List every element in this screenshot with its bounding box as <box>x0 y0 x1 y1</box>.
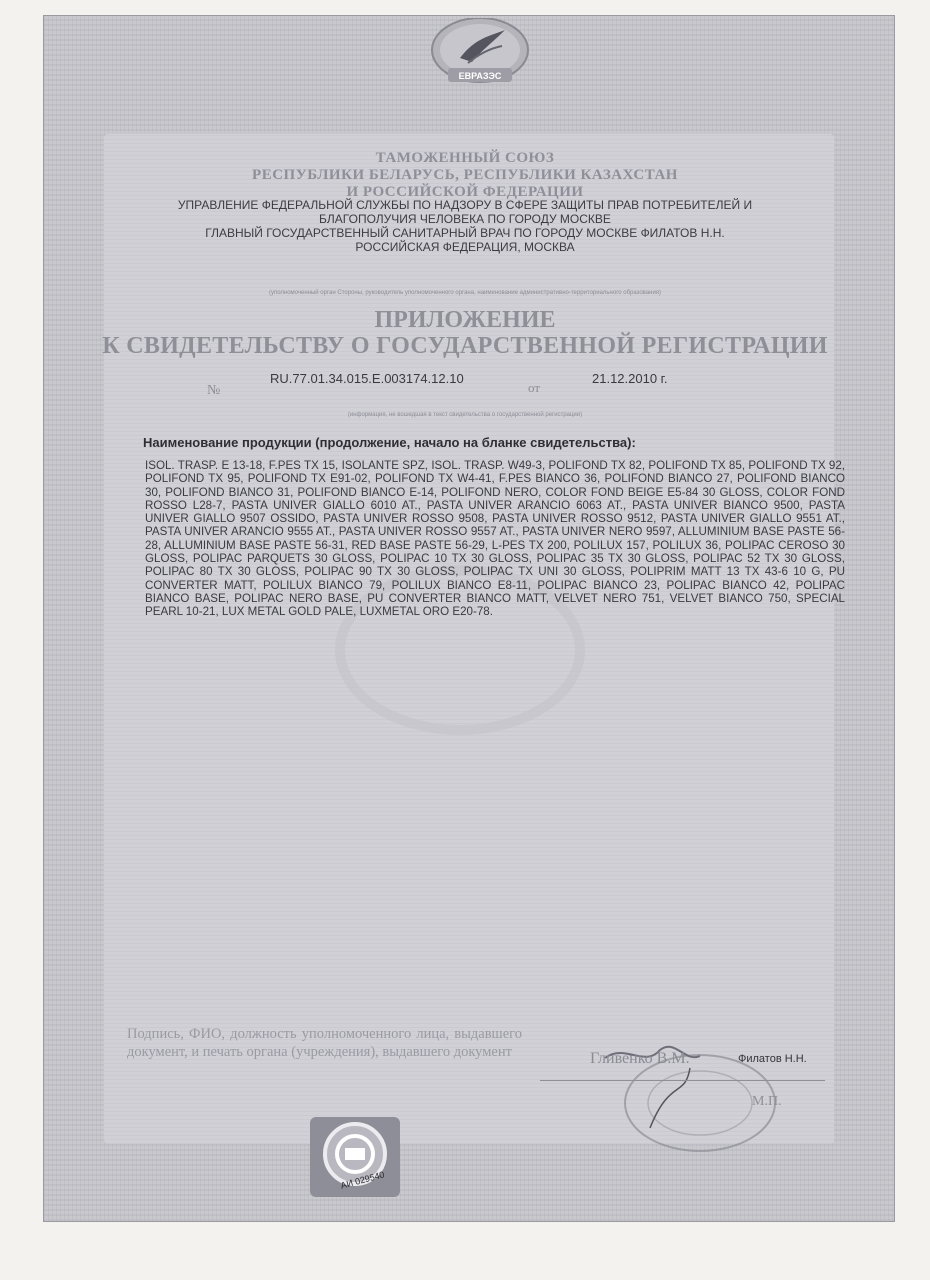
document-title: ПРИЛОЖЕНИЕ <box>374 307 556 333</box>
registration-number: RU.77.01.34.015.E.003174.12.10 <box>270 371 464 386</box>
number-label: № <box>207 383 221 398</box>
authority-line-2: БЛАГОПОЛУЧИЯ ЧЕЛОВЕКА ПО ГОРОДУ МОСКВЕ <box>319 212 611 226</box>
signature-line <box>540 1080 825 1081</box>
document-subtitle: К СВИДЕТЕЛЬСТВУ О ГОСУДАРСТВЕННОЙ РЕГИСТРАЦИИ <box>102 333 828 359</box>
seal-label: М.П. <box>752 1094 782 1109</box>
header-line-3: И РОССИЙСКОЙ ФЕДЕРАЦИИ <box>346 184 584 200</box>
hologram-serial: АИ 029540 <box>339 1169 386 1191</box>
signature-caption: Подпись, ФИО, должность уполномоченного лица, выдавшего документ, и печать органа (учреждения), выдавшего документ <box>127 1026 522 1060</box>
registration-date: 21.12.2010 г. <box>592 371 668 386</box>
signer-name: Филатов Н.Н. <box>738 1053 807 1065</box>
authority-line-1: УПРАВЛЕНИЕ ФЕДЕРАЛЬНОЙ СЛУЖБЫ ПО НАДЗОРУ В СФЕРЕ ЗАЩИТЫ ПРАВ ПОТРЕБИТЕЛЕЙ И <box>177 198 753 212</box>
product-name-label: Наименование продукции (продолжение, начало на бланке свидетельства): <box>143 435 636 450</box>
eurasec-emblem <box>420 18 540 88</box>
header-line-1: ТАМОЖЕННЫЙ СОЮЗ <box>375 150 555 166</box>
handwritten-signature: Гливенко В.М. <box>590 1050 690 1067</box>
date-label: от <box>528 380 541 395</box>
hologram-sticker <box>305 1112 405 1202</box>
registration-caption: (информация, не вошедшая в текст свидетельства о государственной регистрации) <box>347 412 583 418</box>
authority-caption: (уполномоченный орган Стороны, руководитель уполномоченного органа, наименование административно-территориального образования) <box>268 290 662 296</box>
emblem-label: ЕВРАЗЭС <box>458 71 502 81</box>
header-line-2: РЕСПУБЛИКИ БЕЛАРУСЬ, РЕСПУБЛИКИ КАЗАХСТАН <box>252 167 678 183</box>
authority-line-4: РОССИЙСКАЯ ФЕДЕРАЦИЯ, МОСКВА <box>355 240 575 254</box>
product-list: ISOL. TRASP. E 13-18, F.PES TX 15, ISOLANTE SPZ, ISOL. TRASP. W49-3, POLIFOND TX 82, POLIFOND TX 85, POLIFOND TX 92, POLIFOND TX 95, POLIFOND TX E91-02, POLIFOND TX W4-41, F.PES BIANCO 36, POLIFOND BIANCO 27, POLIFOND BIANCO 30, POLIFOND BIANCO 31, POLIFOND BIANCO E-14, POLIFOND NERO, COLOR FOND BEIGE E5-84 30 GLOSS, COLOR FOND ROSSO L28-7, PASTA UNIVER GIALLO 6010 AT., PASTA UNIVER ARANCIO 6063 AT., PASTA UNIVER BIANCO 9500, PASTA UNIVER GIALLO 9507 OSSIDO, PASTA UNIVER ROSSO 9508, PASTA UNIVER ROSSO 9512, PASTA UNIVER GIALLO 9551 AT., PASTA UNIVER ARANCIO 9555 AT., PASTA UNIVER ROSSO 9557 AT., PASTA UNIVER NERO 9597, ALLUMINIUM BASE PASTE 56-28, ALLUMINIUM BASE PASTE 56-31, RED BASE PASTE 56-29, L-PES TX 200, POLILUX 157, POLILUX 36, POLIPAC CEROSO 30 GLOSS, POLIPAC PARQUETS 30 GLOSS, POLIPAC 10 TX 30 GLOSS, POLIPAC 35 TX 30 GLOSS, POLIPAC 52 TX 30 GLOSS, POLIPAC 80 TX 30 GLOSS, POLIPAC 90 TX 30 GLOSS, POLIPAC TX UNI 30 GLOSS, POLIPRIM MATT 13 TX 43-6 10 G, PU CONVERTER MATT, POLILUX BIANCO 79, POLILUX BIANCO E8-11, POLIPAC BIANCO 23, POLIPAC BIANCO 42, POLIPAC BIANCO BASE, POLIPAC NERO BASE, PU CONVERTER BIANCO MATT, VELVET NERO 751, VELVET BIANCO 750, SPECIAL PEARL 10-21, LUX METAL GOLD PALE, LUXMETAL ORO E20-78. <box>145 459 845 619</box>
authority-line-3: ГЛАВНЫЙ ГОСУДАРСТВЕННЫЙ САНИТАРНЫЙ ВРАЧ ПО ГОРОДУ МОСКВЕ ФИЛАТОВ Н.Н. <box>205 226 725 240</box>
